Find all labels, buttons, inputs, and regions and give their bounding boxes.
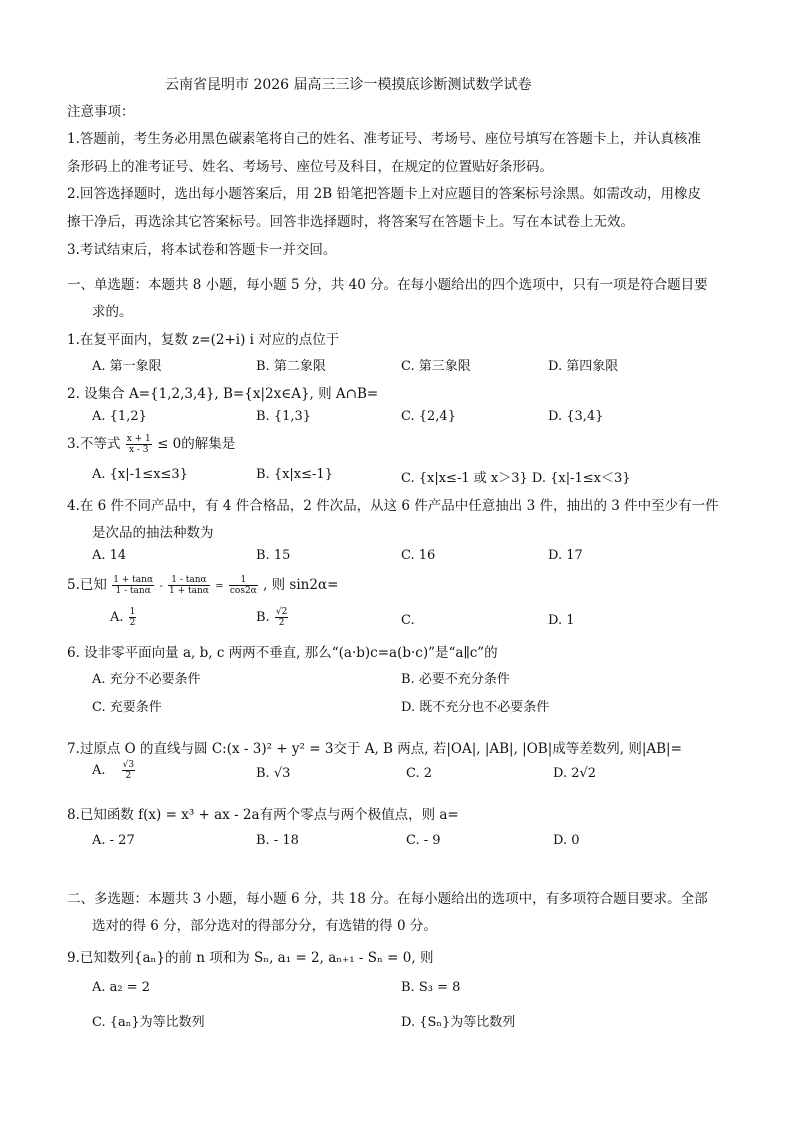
question-5-option-b — [256, 607, 289, 628]
question-4-option-d: D. 17 — [548, 548, 583, 563]
question-7-option-a-num: √3 — [122, 760, 135, 770]
question-5-minus: - — [159, 581, 163, 592]
question-2-option-c: C. {2,4} — [401, 409, 456, 424]
question-6-option-a: A. 充分不必要条件 — [92, 672, 201, 687]
question-8-option-c: C. - 9 — [406, 833, 441, 848]
question-3-frac-num: x + 1 — [126, 434, 151, 444]
question-7-option-a-label: A. — [92, 763, 106, 778]
question-8-option-d: D. 0 — [553, 833, 580, 848]
question-5-f3-den: cos2α — [229, 586, 257, 596]
question-5-option-a-num: 1 — [129, 607, 136, 617]
question-3-option-b: B. {x|x≤-1} — [256, 467, 333, 482]
question-3-stem-pre: 3.不等式 — [67, 436, 121, 452]
question-2-stem: 2. 设集合 A={1,2,3,4}, B={x|2x∈A}, 则 A∩B= — [67, 386, 379, 402]
question-1-stem: 1.在复平面内，复数 z=(2+i) i 对应的点位于 — [67, 332, 340, 348]
question-5-f2-den: 1 + tanα — [169, 586, 209, 596]
question-5-option-a-fraction — [129, 607, 137, 628]
question-5-option-a — [110, 607, 137, 628]
question-1-option-a: A. 第一象限 — [92, 359, 162, 374]
section-1-heading: 一、单选题：本题共 8 小题，每小题 5 分，共 40 分。在每小题给出的四个选项中，只有一项是符合题目要 — [67, 277, 708, 293]
question-9-option-a: A. a₂ = 2 — [92, 980, 151, 995]
question-3-option-c-d: C. {x|x≤-1 或 x＞3} D. {x|-1≤x＜3} — [401, 471, 631, 486]
question-5-stem-post: , 则 sin2α= — [263, 577, 339, 593]
question-9-option-d: D. {Sₙ}为等比数列 — [401, 1015, 516, 1030]
page-title: 云南省昆明市 2026 届高三三诊一模摸底诊断测试数学试卷 — [165, 77, 532, 93]
question-7-option-d: D. 2√2 — [553, 766, 597, 781]
question-4-stem-line-2: 是次品的抽法种数为 — [92, 525, 214, 541]
question-6-option-b: B. 必要不充分条件 — [401, 672, 510, 687]
question-8-option-a: A. - 27 — [92, 833, 135, 848]
question-5-fraction-1 — [112, 575, 154, 596]
question-1-option-d: D. 第四象限 — [548, 359, 619, 374]
question-7-stem: 7.过原点 O 的直线与圆 C:(x - 3)² + y² = 3交于 A, B 两点, 若|OA|, |AB|, |OB|成等差数列, 则|AB|= — [67, 741, 682, 757]
question-5-option-b-label: B. — [256, 610, 270, 625]
question-5-option-d: D. 1 — [548, 613, 575, 628]
question-3-stem-post: ≤ 0的解集是 — [157, 436, 236, 452]
question-7-option-c: C. 2 — [406, 766, 433, 781]
question-9-option-c: C. {aₙ}为等比数列 — [92, 1015, 205, 1030]
question-9-stem: 9.已知数列{aₙ}的前 n 项和为 Sₙ, a₁ = 2, aₙ₊₁ - Sₙ = 0, 则 — [67, 950, 434, 966]
question-6-option-c: C. 充要条件 — [92, 700, 162, 715]
section-2-heading-cont: 选对的得 6 分，部分选对的得部分分，有选错的得 0 分。 — [92, 918, 437, 934]
notice-item-1-line-2: 条形码上的准考证号、姓名、考场号、座位号及科目，在规定的位置贴好条形码。 — [67, 159, 553, 175]
question-3-stem — [67, 432, 235, 455]
notice-item-2-line-1: 2.回答选择题时，选出每小题答案后，用 2B 铅笔把答题卡上对应题目的答案标号涂黑。如需改动，用橡皮 — [67, 186, 701, 202]
question-8-stem: 8.已知函数 f(x) = x³ + ax - 2a有两个零点与两个极值点，则 a= — [67, 807, 459, 823]
question-2-option-d: D. {3,4} — [548, 409, 604, 424]
notice-heading: 注意事项： — [67, 104, 135, 120]
question-8-option-b: B. - 18 — [256, 833, 299, 848]
question-9-option-b: B. S₃ = 8 — [401, 980, 461, 995]
question-5-option-b-num: √2 — [275, 607, 288, 617]
question-7-option-a-fraction — [122, 760, 135, 781]
question-5-option-a-label: A. — [110, 610, 124, 625]
question-1-option-c: C. 第三象限 — [401, 359, 471, 374]
question-5-fraction-3 — [229, 575, 258, 596]
question-5-equals: = — [215, 581, 224, 592]
question-5-fraction-2 — [168, 575, 210, 596]
section-1-heading-cont: 求的。 — [92, 304, 133, 320]
question-5-option-a-den: 2 — [129, 618, 136, 628]
question-5-f1-num: 1 + tanα — [113, 575, 154, 585]
question-5-stem-pre: 5.已知 — [67, 577, 107, 593]
question-2-option-a: A. {1,2} — [92, 409, 147, 424]
question-6-option-d: D. 既不充分也不必要条件 — [401, 700, 550, 715]
question-5-f1-den: 1 - tanα — [115, 586, 151, 596]
question-2-option-b: B. {1,3} — [256, 409, 312, 424]
section-2-heading: 二、多选题：本题共 3 小题，每小题 6 分，共 18 分。在每小题给出的选项中，有多项符合题目要求。全部 — [67, 891, 708, 907]
question-4-option-b: B. 15 — [256, 548, 291, 563]
question-6-stem: 6. 设非零平面向量 a, b, c 两两不垂直, 那么“(a·b)c=a(b·c)”是“a∥c”的 — [67, 645, 498, 661]
notice-item-3: 3.考试结束后，将本试卷和答题卡一并交回。 — [67, 242, 337, 258]
question-5-f2-num: 1 - tanα — [168, 575, 210, 586]
question-5-option-b-den: 2 — [278, 618, 285, 628]
question-5-stem — [67, 573, 338, 596]
notice-item-2-line-2: 擦干净后，再选涂其它答案标号。回答非选择题时，将答案写在答题卡上。写在本试卷上无效。 — [67, 214, 634, 230]
question-4-stem-line-1: 4.在 6 件不同产品中，有 4 件合格品，2 件次品，从这 6 件产品中任意抽出 3 件，抽出的 3 件中至少有一件 — [67, 498, 719, 514]
question-5-option-b-fraction — [275, 607, 288, 628]
question-1-option-b: B. 第二象限 — [256, 359, 326, 374]
question-4-option-c: C. 16 — [401, 548, 436, 563]
question-3-option-a: A. {x|-1≤x≤3} — [92, 467, 188, 482]
question-5-option-c: C. — [401, 613, 415, 628]
question-4-option-a: A. 14 — [92, 548, 127, 563]
question-7-option-a — [92, 760, 136, 781]
question-3-frac-den: x - 3 — [128, 445, 149, 455]
question-3-fraction — [126, 434, 152, 455]
question-5-f3-num: 1 — [229, 575, 258, 586]
notice-item-1-line-1: 1.答题前，考生务必用黑色碳素笔将自己的姓名、准考证号、考场号、座位号填写在答题卡上，并认真核准 — [67, 131, 701, 147]
question-7-option-b: B. √3 — [256, 766, 291, 781]
question-7-option-a-den: 2 — [125, 771, 132, 781]
